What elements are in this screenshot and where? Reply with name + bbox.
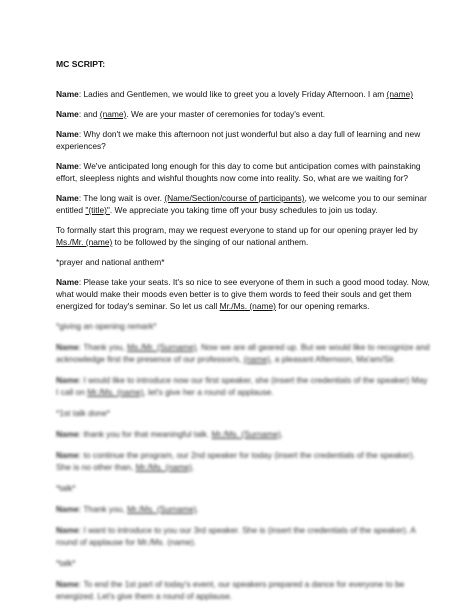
prayer-text-end: to be followed by the singing of our national anthem. xyxy=(112,237,309,247)
stage-direction-first-talk: *1st talk done* xyxy=(56,408,111,418)
speaker-label: Name xyxy=(56,504,79,514)
welcome-text-mid: , we welcome you to our seminar entitled xyxy=(56,193,427,215)
speaker-label: Name xyxy=(56,277,79,287)
thank-text: : Thank you, xyxy=(78,504,128,514)
paragraph-opening-prayer xyxy=(56,224,430,248)
paragraph-opening-remarks xyxy=(56,276,430,312)
paragraph-thank-you-3 xyxy=(56,503,430,515)
speaker-label: Name xyxy=(56,525,79,535)
speaker-label: Name xyxy=(56,89,79,99)
speaker-label: Name xyxy=(56,161,79,171)
closing-text: : To end the 1st part of today's event, our speakers prepared a dance for everyone to be energized. Let's give them a round of applause. xyxy=(56,579,405,601)
paragraph-first-speaker xyxy=(56,374,430,398)
speaker-label: Name xyxy=(56,579,79,589)
thank-text-mid: . Now we are all geared up. But we would like to recognize and acknowledge first the presence of our professor/s, xyxy=(56,342,430,364)
participants-placeholder: (Name/Section/course of participants) xyxy=(164,193,305,203)
third-speaker-text: : I want to introduce to you our 3rd speaker. She is (insert the credentials of the speaker). A round of applause for Mr./Ms. (name). xyxy=(56,525,416,547)
stage-direction-talk: *talk* xyxy=(56,483,76,493)
surname-placeholder: Mr./Ms. (Surname) xyxy=(127,504,197,514)
thank-text-end: , a pleasant Afternoon, Ma'am/Sir. xyxy=(270,354,396,364)
paragraph-introduction xyxy=(56,108,430,120)
remarks-placeholder: Mr./Ms. (name) xyxy=(219,301,276,311)
first-speaker-text: : I would like to introduce now our first speaker, she (insert the credentials of the speaker) May I call on xyxy=(56,375,428,397)
paragraph-third-speaker xyxy=(56,524,430,548)
first-speaker-text-end: , let's give her a round of applause. xyxy=(143,387,274,397)
stage-direction-remark: *giving an opening remark* xyxy=(56,321,157,331)
document-title: MC SCRIPT: xyxy=(56,59,106,69)
paragraph-thank-you-1 xyxy=(56,341,430,365)
speaker-label: Name xyxy=(56,429,79,439)
speaker-label: Name xyxy=(56,193,79,203)
second-speaker-text-end: . xyxy=(191,462,195,472)
greeting-text: : Ladies and Gentlemen, we would like to greet you a lovely Friday Afternoon. I am xyxy=(78,89,387,99)
paragraph-anticipation xyxy=(56,160,430,184)
welcome-text: : The long wait is over. xyxy=(78,193,165,203)
speaker-label: Name xyxy=(56,375,79,385)
thank-text: : Thank you, xyxy=(78,342,128,352)
paragraph-greeting xyxy=(56,88,430,100)
question-text: : Why don't we make this afternoon not just wonderful but also a day full of learning and new experiences? xyxy=(56,129,421,151)
stage-direction-prayer: *prayer and national anthem* xyxy=(56,257,165,267)
paragraph-thank-you-2 xyxy=(56,428,430,440)
leader-placeholder: Ms./Mr. (name) xyxy=(56,237,113,247)
paragraph-second-speaker xyxy=(56,449,430,473)
name-placeholder: (name) xyxy=(243,354,271,364)
name-placeholder: Mr./Ms. (name) xyxy=(135,462,192,472)
name-placeholder: (name) xyxy=(386,89,414,99)
speaker-label: Name xyxy=(56,342,79,352)
thank-text: : thank you for that meaningful talk. xyxy=(78,429,212,439)
paragraph-welcome xyxy=(56,192,430,216)
title-placeholder: "(title)" xyxy=(85,205,110,215)
paragraph-question xyxy=(56,128,430,152)
thank-text-end: . xyxy=(196,504,199,514)
intro-text: : and xyxy=(78,109,100,119)
remarks-text: : Please take your seats. It's so nice to see everyone of them in such a good mood today. Now, what would make their moods even better is to give them words to feed their souls and get them energized for today's seminar. So let us call xyxy=(56,277,430,311)
anticipation-text: : We've anticipated long enough for this day to come but anticipation comes with painstaking effort, sleepless nights and wishful thoughts now come into reality. So, what are we waiting for? xyxy=(56,161,421,183)
name-placeholder: Mr./Ms. (name) xyxy=(87,387,144,397)
speaker-label: Name xyxy=(56,450,79,460)
remarks-text-end: for our opening remarks. xyxy=(275,301,370,311)
thank-text-end: . xyxy=(280,429,284,439)
intro-text-end: . We are your master of ceremonies for today's event. xyxy=(126,109,326,119)
paragraph-closing-dance xyxy=(56,578,430,602)
surname-placeholder: Ms./Mr. (Surname) xyxy=(127,342,197,352)
speaker-label: Name xyxy=(56,129,79,139)
name-placeholder: (name) xyxy=(99,109,127,119)
stage-direction-talk: *talk* xyxy=(56,558,76,568)
prayer-text: To formally start this program, may we request everyone to stand up for our opening prayer led by xyxy=(56,225,418,235)
speaker-label: Name xyxy=(56,109,79,119)
surname-placeholder: Mr./Ms. (Surname) xyxy=(211,429,281,439)
second-speaker-text: : to continue the program, our 2nd speaker for today (insert the credentials of the speaker). She is no other than, xyxy=(56,450,415,472)
welcome-text-end: . We appreciate you taking time off your busy schedules to join us today. xyxy=(109,205,378,215)
blurred-preview-section xyxy=(56,320,430,602)
